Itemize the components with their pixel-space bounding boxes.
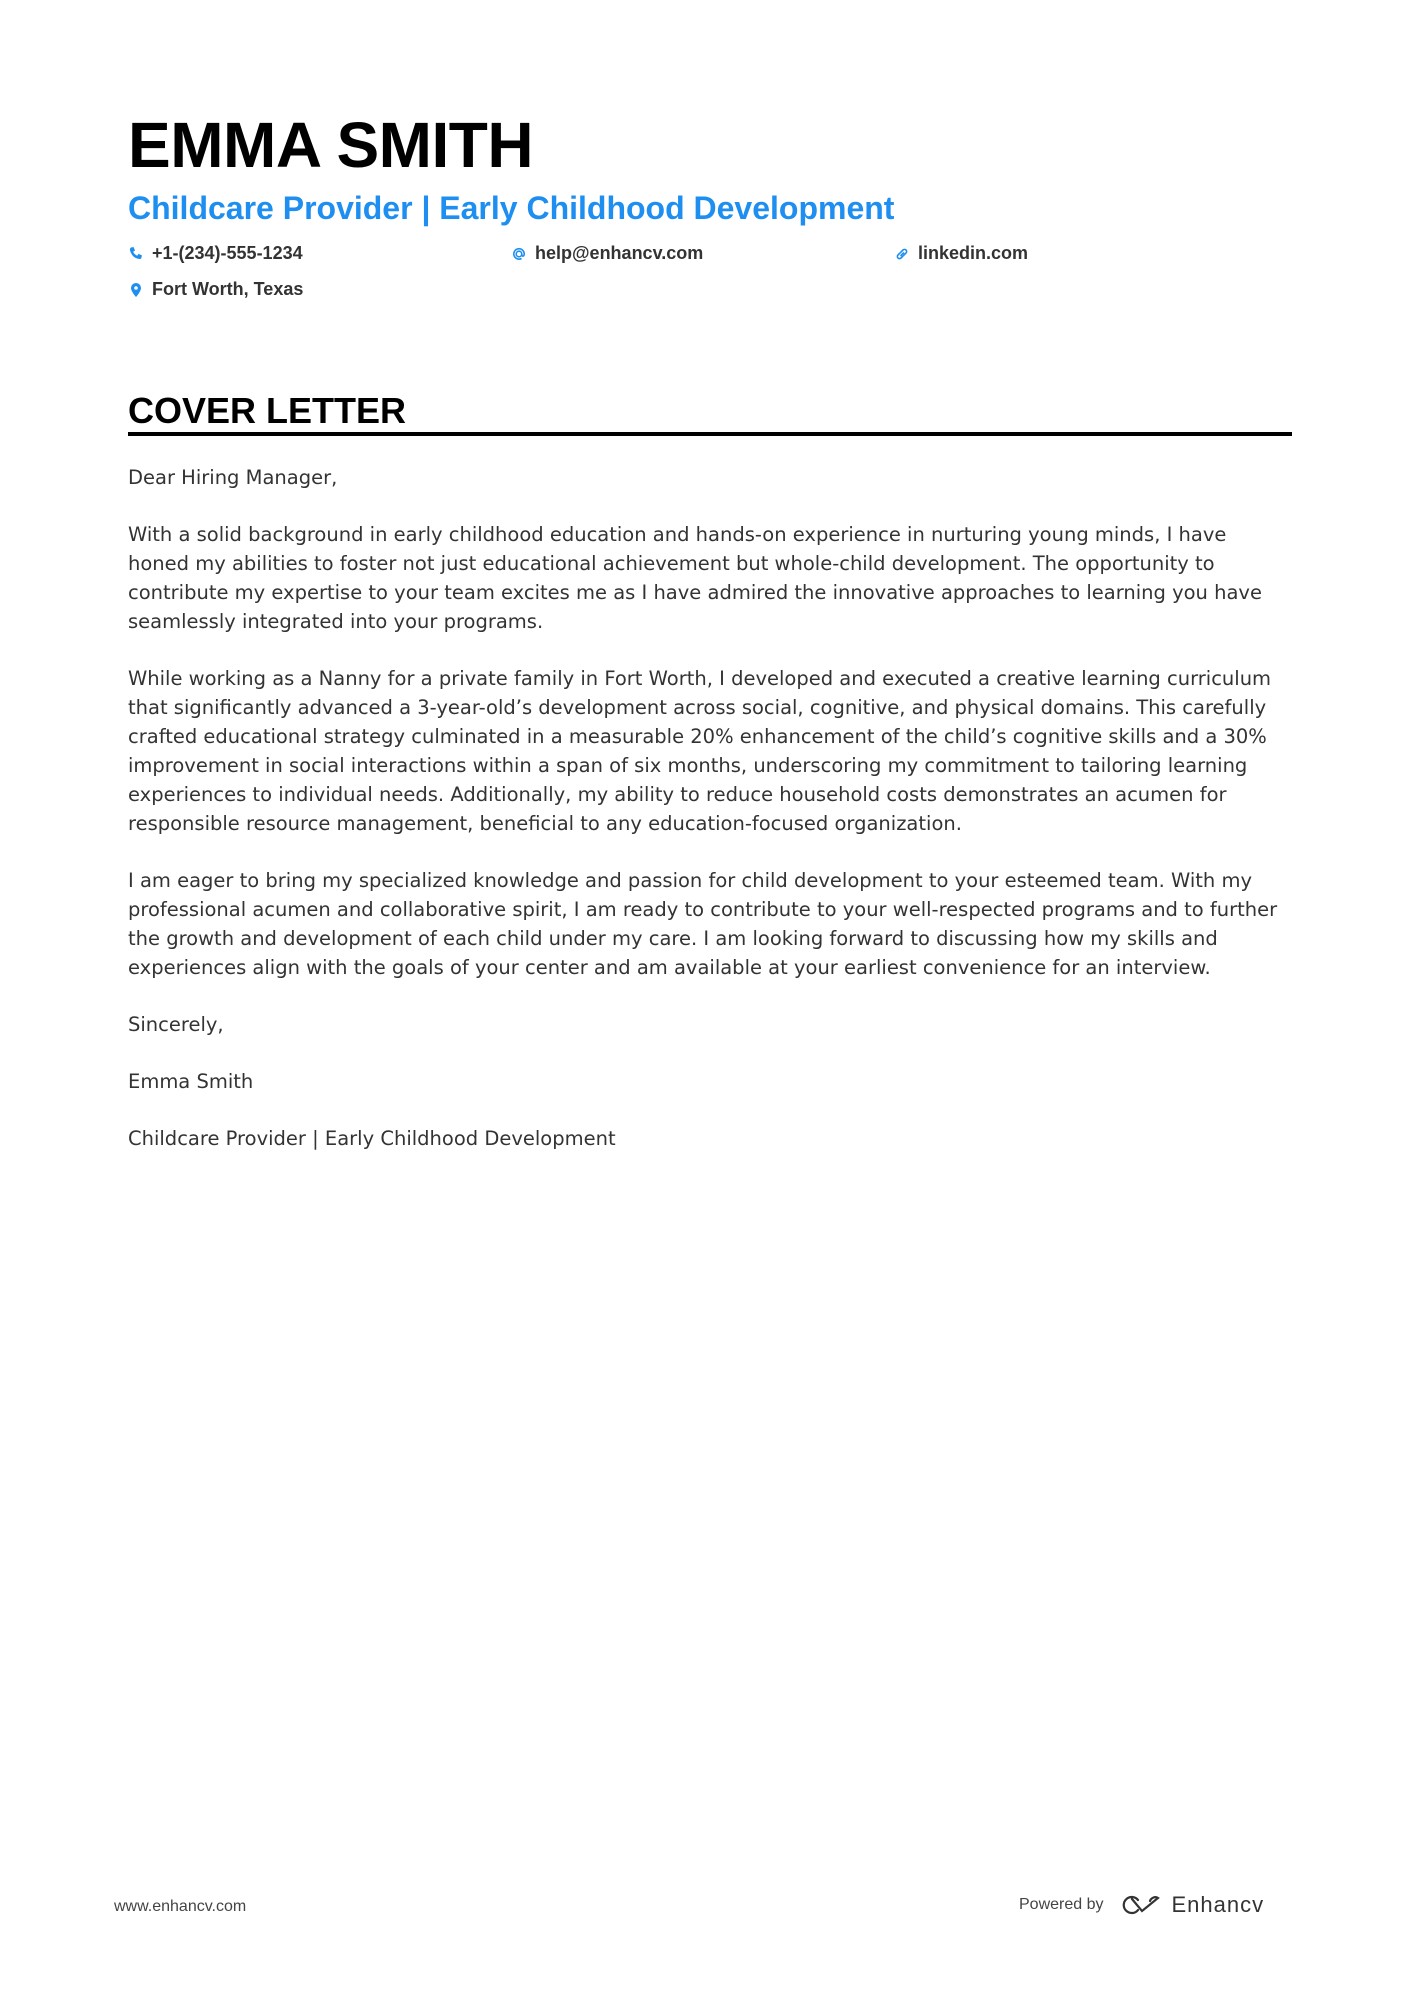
phone-icon [128, 246, 144, 262]
closing: Sincerely, [128, 1013, 224, 1036]
phone-text: +1-(234)-555-1234 [152, 243, 303, 263]
linkedin-link[interactable]: linkedin.com [918, 243, 1029, 263]
candidate-title: Childcare Provider | Early Childhood Development [128, 190, 895, 226]
footer-website[interactable]: www.enhancv.com [114, 1898, 247, 1915]
enhancv-logo-icon [1118, 1893, 1164, 1917]
footer-powered-by [1019, 1892, 1264, 1918]
candidate-name: EMMA SMITH [128, 109, 534, 181]
contact-linkedin[interactable] [894, 243, 1028, 264]
signature-title: Childcare Provider | Early Childhood Development [128, 1127, 616, 1150]
paragraph: I am eager to bring my specialized knowledge and passion for child development to your esteemed team. With my professional acumen and collaborative spirit, I am ready to contribute to your well-respected programs and to further the growth and development of each child under my care. I am looking forward to discussing how my skills and experiences align with the goals of your center and am available at your earliest convenience for an interview. [128, 869, 1278, 979]
enhancv-logo[interactable] [1118, 1892, 1265, 1918]
contact-email[interactable] [511, 243, 703, 264]
location-pin-icon [128, 282, 144, 298]
brand-name: Enhancv [1171, 1892, 1265, 1917]
link-icon [894, 246, 910, 262]
letter-body [128, 463, 1292, 1181]
greeting: Dear Hiring Manager, [128, 466, 338, 489]
section-heading: COVER LETTER [128, 390, 407, 431]
contact-location [128, 279, 303, 300]
at-icon [511, 246, 527, 262]
email-link[interactable]: help@enhancv.com [535, 243, 704, 263]
paragraph: While working as a Nanny for a private family in Fort Worth, I developed and executed a creative learning curriculum that significantly advanced a 3-year-old’s development across social, cognitive, and physical domains. This carefully crafted educational strategy culminated in a measurable 20% enhancement of the child’s cognitive skills and a 30% improvement in social interactions within a span of six months, underscoring my commitment to tailoring learning experiences to individual needs. Additionally, my ability to reduce household costs demonstrates an acumen for responsible resource management, beneficial to any education-focused organization. [128, 667, 1272, 835]
signature-name: Emma Smith [128, 1070, 254, 1093]
section-divider [128, 432, 1292, 436]
location-text: Fort Worth, Texas [152, 279, 304, 299]
powered-by-text: Powered by [1019, 1896, 1104, 1913]
paragraph: With a solid background in early childhood education and hands-on experience in nurturing young minds, I have honed my abilities to foster not just educational achievement but whole-child development. The opportunity to contribute my expertise to your team excites me as I have admired the innovative approaches to learning you have seamlessly integrated into your programs. [128, 523, 1262, 633]
contact-phone [128, 243, 303, 264]
